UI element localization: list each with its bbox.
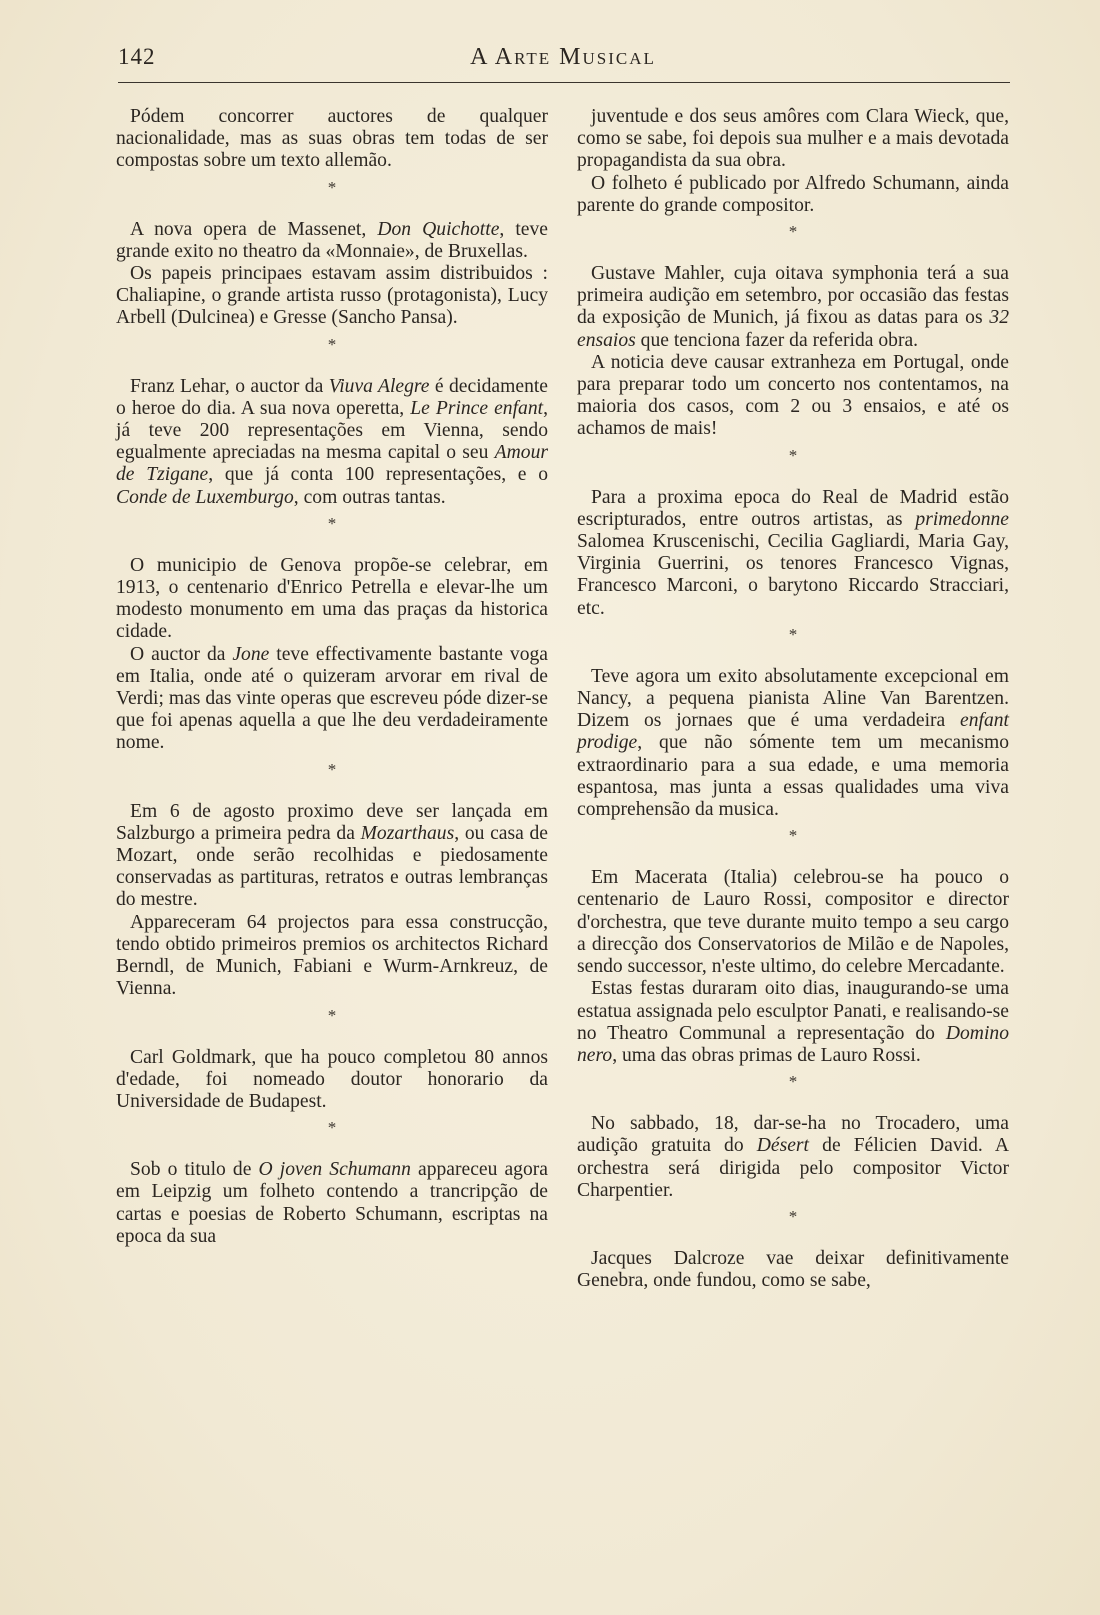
section-separator-asterisk: * [327, 1005, 337, 1025]
paragraph: Carl Goldmark, que ha pouco completou 80 annos d'edade, foi nomeado doutor honorario da Universidade de Budapest. [116, 1046, 548, 1112]
paragraph: Jacques Dalcroze vae deixar definitivamente Genebra, onde fundou, como se sabe, [577, 1247, 1009, 1292]
paragraph: O folheto é publicado por Alfredo Schumann, ainda parente do grande compositor. [577, 172, 1009, 216]
paragraph: Em Macerata (Italia) celebrou-se ha pouco o centenario de Lauro Rossi, compositor e director d'orchestra, que teve durante muito tempo a seu cargo a direcção dos Conservatorios de Milão e de Napoles, sendo successor, n'este ultimo, do celebre Mercadante. [577, 867, 1009, 978]
section-separator-asterisk: * [327, 513, 337, 533]
news-item [116, 555, 548, 755]
italic-title: Don Quichotte [377, 218, 500, 240]
paragraph: Para a proxima epoca do Real de Madrid estão escripturados, entre outros artistas, as primedonne Salomea Kruscenischi, Cecilia Gagliardi, Maria Gay, Virginia Guerrini, os tenores Francesco Vignas, Francesco Marconi, o barytono Riccardo Stracciari, etc. [577, 486, 1009, 619]
paragraph: Franz Lehar, o auctor da Viuva Alegre é decidamente o heroe do dia. A sua nova operetta, Le Prince enfant, já teve 200 representações em Vienna, sendo egualmente apreciadas na mesma capital o seu Amour de Tzigane, que já conta 100 representações, e o Conde de Luxemburgo, com outras tantas. [116, 375, 549, 508]
header-rule [118, 82, 1010, 83]
news-item [577, 263, 1009, 441]
section-separator-asterisk: * [327, 1118, 337, 1138]
news-item [577, 666, 1009, 821]
news-item [577, 1248, 1009, 1292]
section-separator-asterisk: * [788, 1206, 798, 1226]
paragraph: Os papeis principaes estavam assim distribuidos : Chaliapine, o grande artista russo (protagonista), Lucy Arbell (Dulcinea) e Gresse (Sancho Pansa). [116, 263, 548, 329]
italic-title: Conde de Luxemburgo [116, 486, 294, 508]
paragraph: A noticia deve causar extranheza em Portugal, onde para preparar todo um concerto nos contentamos, na maioria dos casos, com 2 ou 3 ensaios, e até os achamos de mais! [577, 351, 1009, 440]
italic-title: Domino nero [577, 1022, 1009, 1066]
news-item [116, 1047, 548, 1114]
news-item [577, 1113, 1009, 1202]
paragraph: Teve agora um exito absolutamente excepcional em Nancy, a pequena pianista Aline Van Barentzen. Dizem os jornaes que é uma verdadeira enfant prodige, que não sómente tem um mecanismo extraordinario para a sua edade, e uma memoria espantosa, mas junta a essas qualidades uma viva comprehensão da musica. [577, 665, 1009, 821]
paragraph: juventude e dos seus amôres com Clara Wieck, que, como se sabe, foi depois sua mulher e a mais devotada propagandista da sua obra. [577, 106, 1009, 172]
italic-title: Jone [232, 643, 270, 665]
paragraph: Estas festas duraram oito dias, inaugurando-se uma estatua assignada pelo esculptor Panati, e realisando-se no Theatro Communal a representação do Domino nero, uma das obras primas de Lauro Rossi. [577, 978, 1009, 1066]
section-separator-asterisk: * [788, 624, 798, 644]
news-item [577, 487, 1009, 620]
section-separator-asterisk: * [788, 826, 798, 846]
news-item [577, 867, 1009, 1067]
italic-title: Amour de Tzigane [116, 442, 548, 486]
italic-title: primedonne [915, 508, 1009, 530]
news-item [116, 1159, 548, 1248]
italic-title: enfant prodige [577, 710, 1009, 754]
paragraph: O municipio de Genova propõe-se celebrar, em 1913, o centenario d'Enrico Petrella e elevar-lhe um modesto monumento em uma das praças da historica cidade. [116, 554, 548, 643]
paragraph: Pódem concorrer auctores de qualquer nacionalidade, mas as suas obras tem todas de ser compostas sobre um texto allemão. [116, 106, 548, 172]
section-separator-asterisk: * [327, 334, 337, 354]
right-column [577, 106, 1009, 1292]
paragraph: Em 6 de agosto proximo deve ser lançada em Salzburgo a primeira pedra da Mozarthaus, ou casa de Mozart, onde serão recolhidas e piedosamente conservadas as partituras, retratos e outras lembranças do mestre. [116, 800, 548, 911]
paragraph: Gustave Mahler, cuja oitava symphonia terá a sua primeira audição em setembro, por occasião das festas da exposição de Munich, já fixou as datas para os 32 ensaios que tenciona fazer da referida obra. [577, 263, 1009, 351]
news-item [116, 376, 548, 509]
section-separator-asterisk: * [788, 1072, 798, 1092]
page-header [118, 38, 1008, 78]
section-separator-asterisk: * [327, 759, 337, 779]
news-item [116, 801, 548, 1001]
section-separator-asterisk: * [788, 222, 798, 242]
paragraph: No sabbado, 18, dar-se-ha no Trocadero, uma audição gratuita do Désert de Félicien David. A orchestra será dirigida pelo compositor Victor Charpentier. [577, 1113, 1009, 1201]
news-item [577, 106, 1009, 217]
italic-title: Viuva Alegre [328, 375, 430, 397]
paragraph: O auctor da Jone teve effectivamente bastante voga em Italia, onde até o quizeram arvorar em rival de Verdi; mas das vinte operas que escreveu póde dizer-se que foi apenas aquella a que lhe deu verdadeiramente nome. [116, 643, 548, 754]
left-column [116, 106, 548, 1248]
section-separator-asterisk: * [788, 445, 798, 465]
italic-title: Désert [756, 1135, 810, 1157]
running-title: A Arte Musical [470, 44, 656, 70]
news-item [116, 219, 548, 330]
paragraph: A nova opera de Massenet, Don Quichotte, teve grande exito no theatro da «Monnaie», de Bruxellas. [116, 218, 548, 262]
news-item [116, 106, 548, 173]
italic-title: O joven Schumann [258, 1159, 411, 1181]
paragraph: Sob o titulo de O joven Schumann appareceu agora em Leipzig um folheto contendo a trancripção de cartas e poesias de Roberto Schumann, escriptas na epoca da sua [116, 1159, 548, 1247]
section-separator-asterisk: * [327, 177, 337, 197]
italic-title: Mozarthaus [360, 822, 455, 844]
page-number: 142 [118, 44, 156, 69]
italic-title: 32 ensaios [577, 307, 1009, 351]
paragraph: Appareceram 64 projectos para essa construcção, tendo obtido primeiros premios os architectos Richard Berndl, de Munich, Fabiani e Wurm-Arnkreuz, de Vienna. [116, 911, 548, 1000]
italic-title: Le Prince enfant [410, 397, 544, 419]
